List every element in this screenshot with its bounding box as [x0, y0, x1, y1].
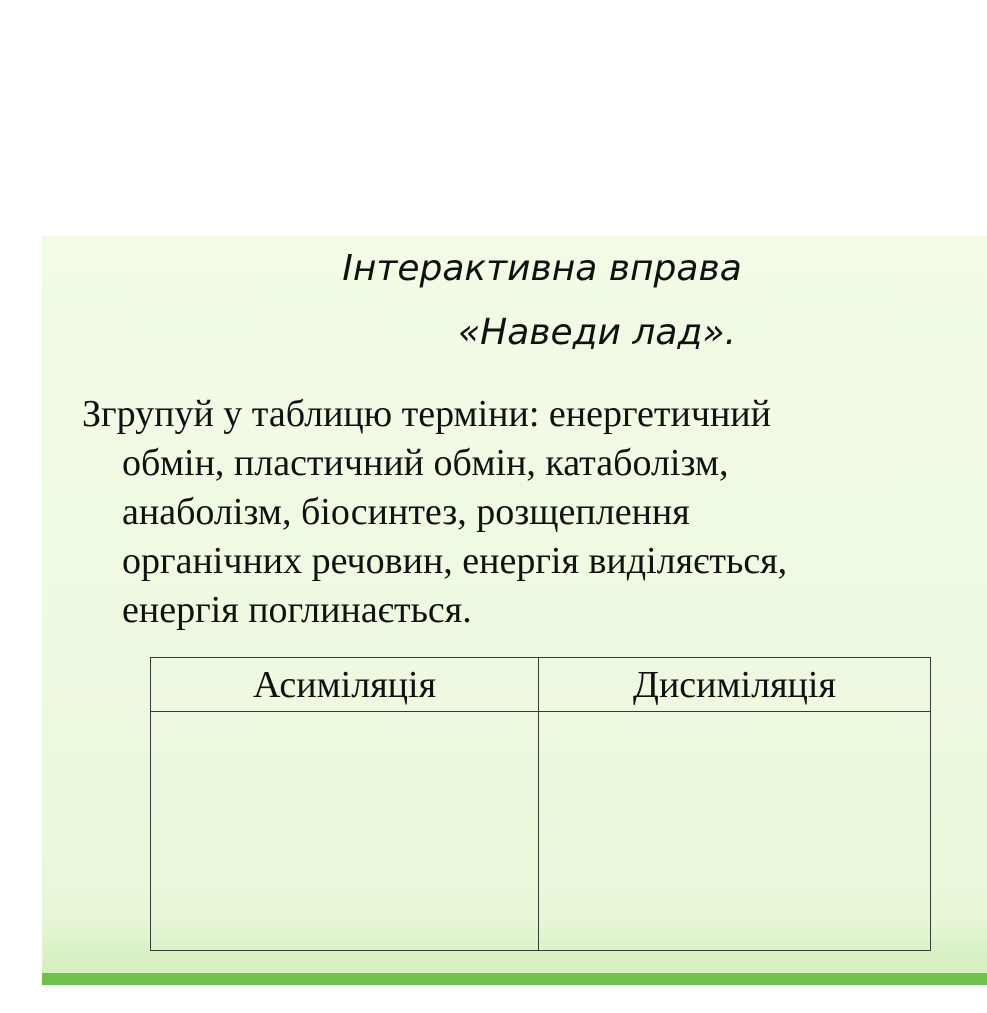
sorting-table [150, 657, 931, 951]
slide-bottom-stripe [42, 973, 987, 985]
header-assimilation: Асиміляція [252, 664, 437, 706]
slide-title-line2: «Наведи лад». [457, 312, 737, 353]
task-line-5: енергія поглинається. [122, 589, 472, 631]
cell-assimilation[interactable] [151, 712, 538, 950]
task-line-3: анаболізм, біосинтез, розщеплення [122, 491, 690, 533]
slide [42, 236, 987, 976]
cell-dissimilation[interactable] [539, 712, 930, 950]
slide-title-line1: Інтерактивна вправа [342, 248, 742, 289]
task-line-2: обмін, пластичний обмін, катаболізм, [122, 442, 729, 484]
task-text [82, 390, 942, 635]
task-line-1: Згрупуй у таблицю терміни: енергетичний [82, 393, 771, 435]
task-line-4: органічних речовин, енергія виділяється, [122, 540, 788, 582]
header-dissimilation: Дисиміляція [633, 664, 836, 706]
